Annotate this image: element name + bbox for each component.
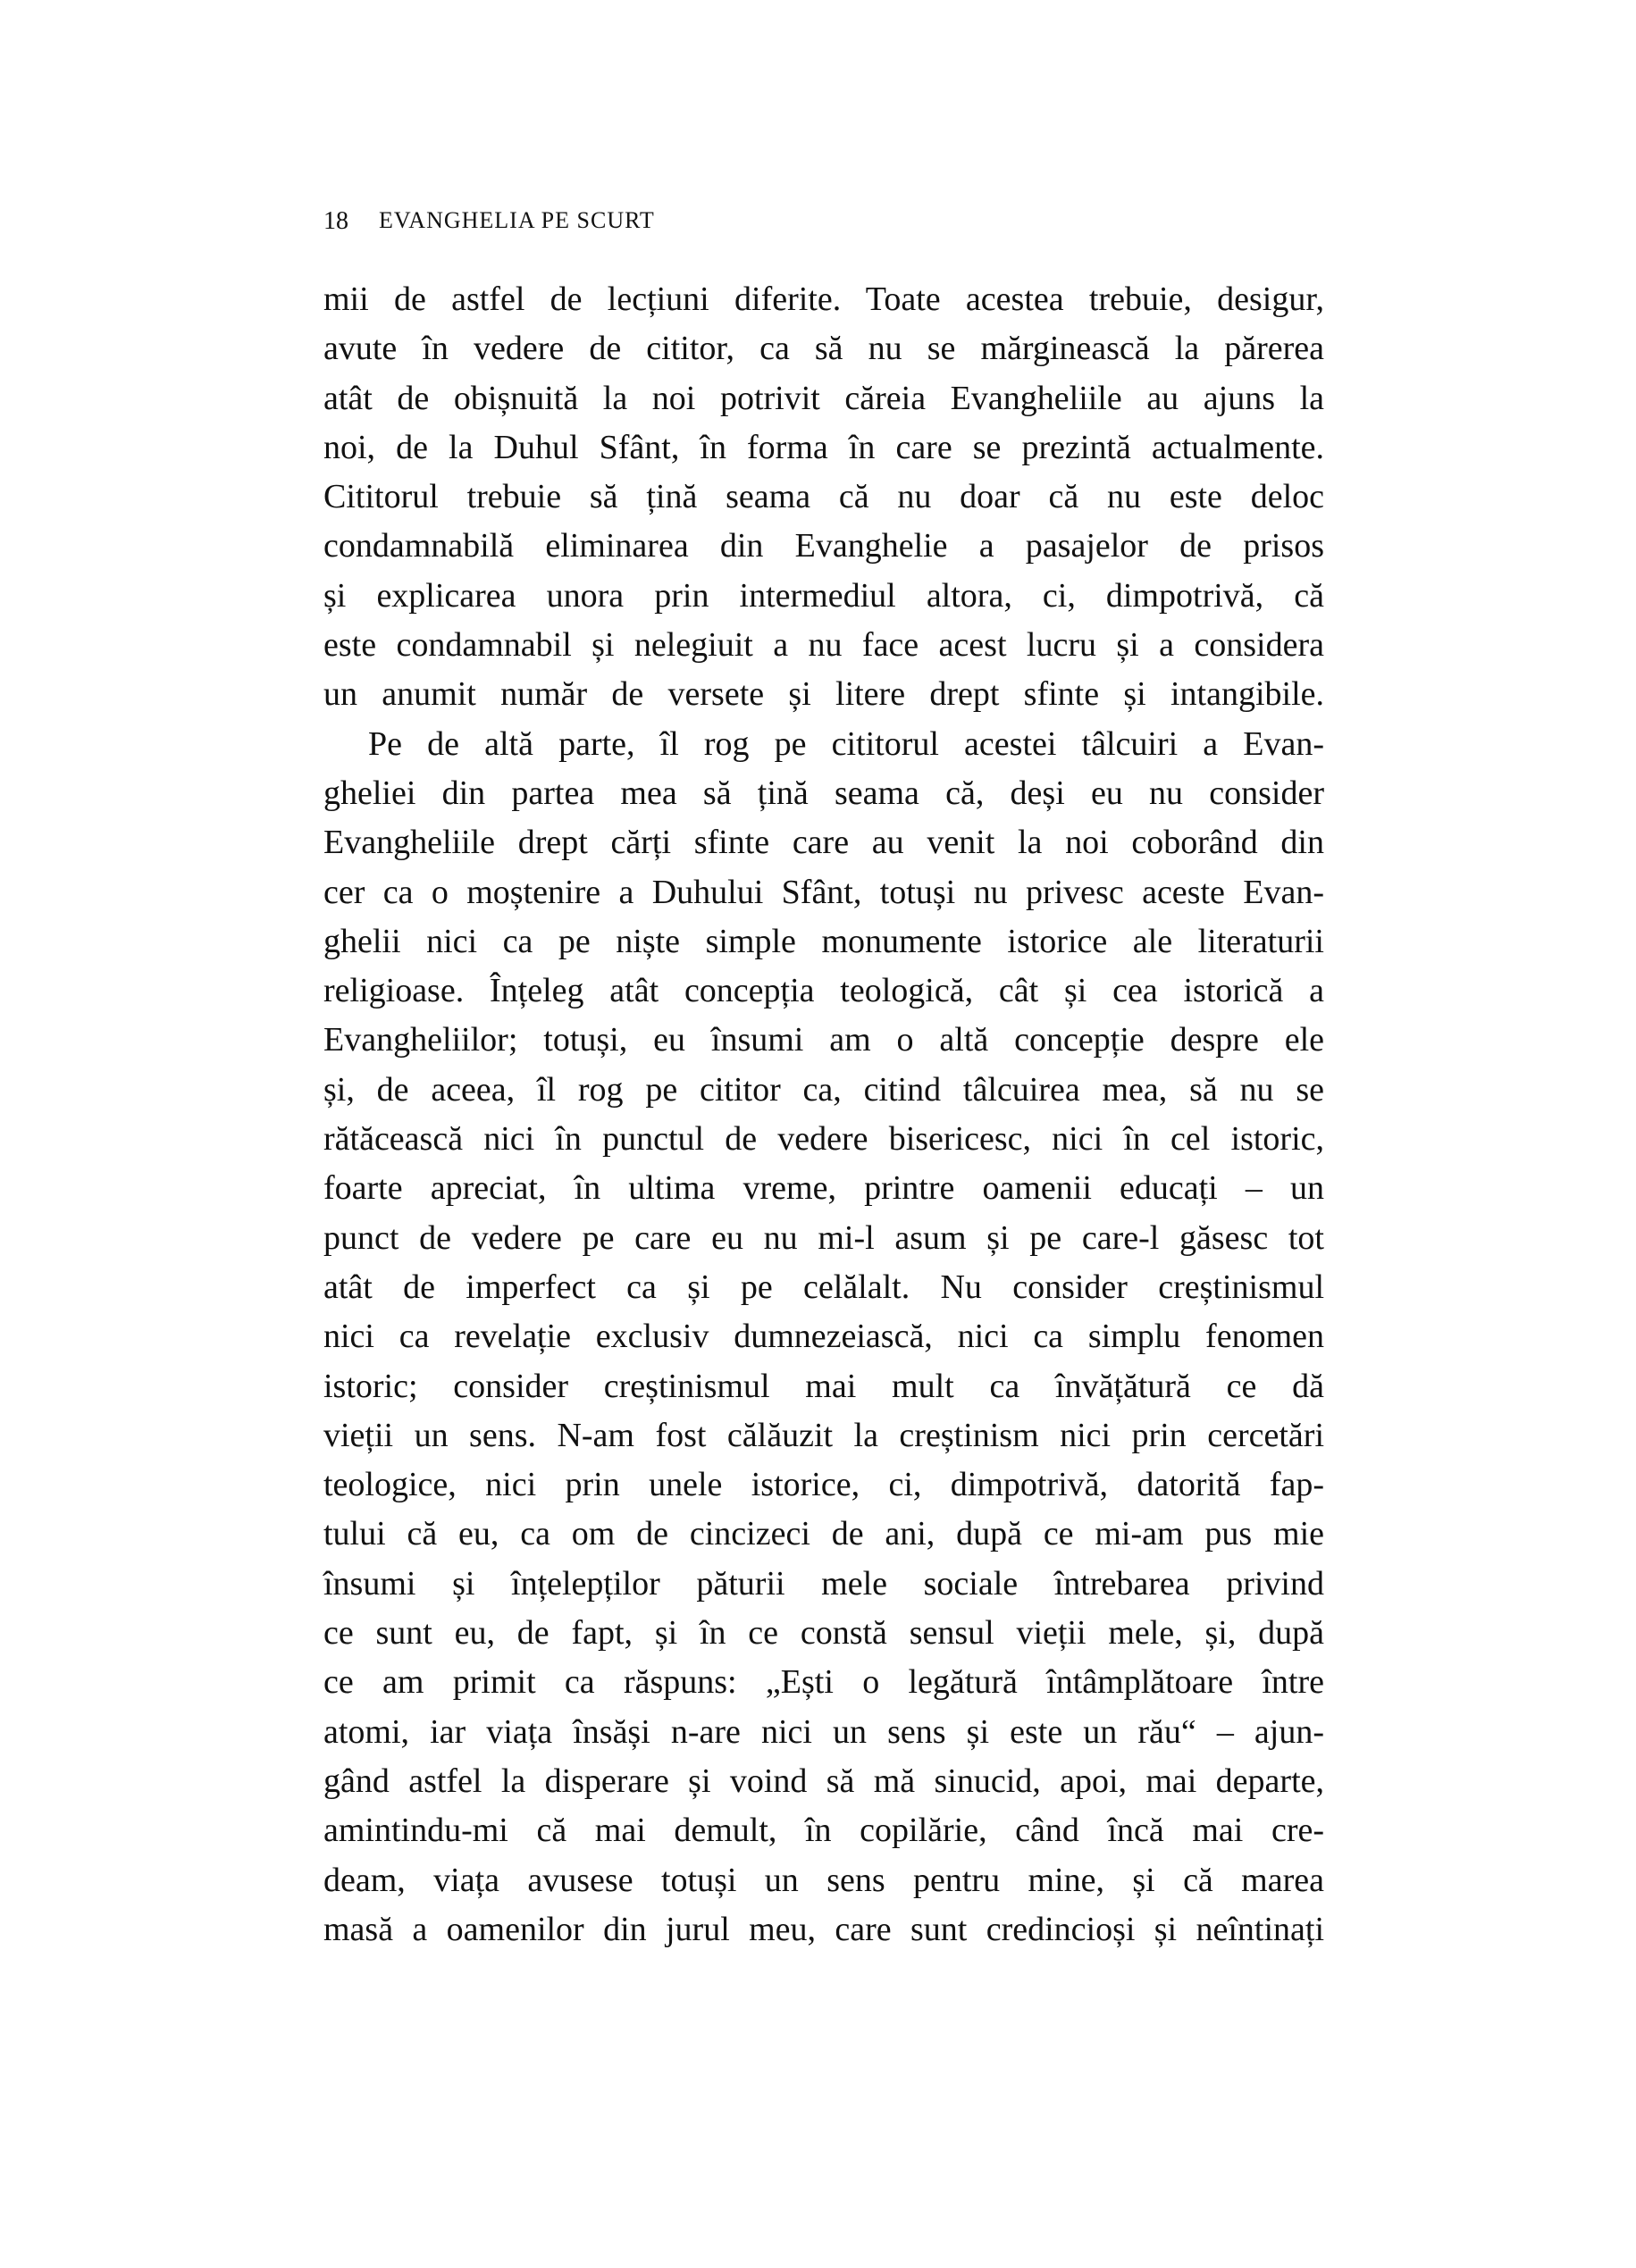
text-line: punct de vedere pe care eu nu mi-l asum și pe care-l găsesc tot: [323, 1218, 1324, 1257]
text-line: Evangheliile drept cărți sfinte care au venit la noi coborând din: [323, 824, 1324, 862]
text-line: rătăcească nici în punctul de vedere bisericesc, nici în cel istoric,: [323, 1120, 1324, 1159]
paragraph: [323, 275, 1324, 720]
text-line: Evangheliilor; totuși, eu însumi am o altă concepție despre ele: [323, 1021, 1324, 1059]
text-line: amintindu-mi că mai demult, în copilărie, când încă mai cre-: [323, 1812, 1324, 1850]
text-line: masă a oamenilor din jurul meu, care sunt credincioși și neîntinați: [323, 1910, 1324, 1948]
text-line: și explicarea unora prin intermediul altora, ci, dimpotrivă, că: [323, 576, 1324, 615]
text-line: Cititorul trebuie să țină seama că nu doar că nu este deloc: [323, 478, 1324, 516]
text-line: religioase. Înțeleg atât concepția teologică, cât și cea istorică a: [323, 972, 1324, 1010]
text-line: atât de obișnuită la noi potrivit căreia Evangheliile au ajuns la: [323, 379, 1324, 417]
text-line: noi, de la Duhul Sfânt, în forma în care se prezintă actualmente.: [323, 428, 1324, 466]
text-line: nici ca revelație exclusiv dumnezeiască, nici ca simplu fenomen: [323, 1318, 1324, 1356]
running-title: EVANGHELIA PE SCURT: [379, 207, 655, 233]
text-line: istoric; consider creștinismul mai mult ca învățătură ce dă: [323, 1367, 1324, 1405]
text-line: atât de imperfect ca și pe celălalt. Nu consider creștinismul: [323, 1268, 1324, 1306]
text-line: mii de astfel de lecțiuni diferite. Toate acestea trebuie, desigur,: [323, 280, 1324, 318]
text-line: un anumit număr de versete și litere drept sfinte și intangibile.: [323, 675, 1324, 714]
text-line: vieții un sens. N-am fost călăuzit la creștinism nici prin cercetări: [323, 1416, 1324, 1454]
text-line: deam, viața avusese totuși un sens pentru mine, și că marea: [323, 1861, 1324, 1899]
text-line: ce sunt eu, de fapt, și în ce constă sensul vieții mele, și, după: [323, 1614, 1324, 1653]
text-line: este condamnabil și nelegiuit a nu face acest lucru și a considera: [323, 626, 1324, 665]
text-line: teologice, nici prin unele istorice, ci, dimpotrivă, datorită fap-: [323, 1466, 1324, 1504]
text-line: ce am primit ca răspuns: „Ești o legătură întâmplătoare între: [323, 1663, 1324, 1702]
text-line: gând astfel la disperare și voind să mă sinucid, apoi, mai departe,: [323, 1762, 1324, 1800]
text-line: foarte apreciat, în ultima vreme, printre oamenii educați – un: [323, 1169, 1324, 1208]
paragraph: [323, 720, 1324, 1954]
text-line: avute în vedere de cititor, ca să nu se mărginească la părerea: [323, 330, 1324, 368]
text-line: și, de aceea, îl rog pe cititor ca, citind tâlcuirea mea, să nu se: [323, 1070, 1324, 1109]
page-number: 18: [323, 207, 348, 235]
text-line: atomi, iar viața însăși n-are nici un sens și este un rău“ – ajun-: [323, 1712, 1324, 1751]
text-line: Pe de altă parte, îl rog pe cititorul acestei tâlcuiri a Evan-: [368, 724, 1324, 763]
text-line: tului că eu, ca om de cincizeci de ani, după ce mi-am pus mie: [323, 1515, 1324, 1553]
text-line: însumi și înțelepților păturii mele sociale întrebarea privind: [323, 1564, 1324, 1603]
text-line: ghelii nici ca pe niște simple monumente istorice ale literaturii: [323, 922, 1324, 960]
text-line: cer ca o moștenire a Duhului Sfânt, totuși nu privesc aceste Evan-: [323, 873, 1324, 911]
text-line: gheliei din partea mea să țină seama că, deși eu nu consider: [323, 774, 1324, 812]
running-header: [323, 207, 655, 236]
text-line: condamnabilă eliminarea din Evanghelie a pasajelor de prisos: [323, 527, 1324, 565]
body-text: [323, 275, 1324, 1954]
